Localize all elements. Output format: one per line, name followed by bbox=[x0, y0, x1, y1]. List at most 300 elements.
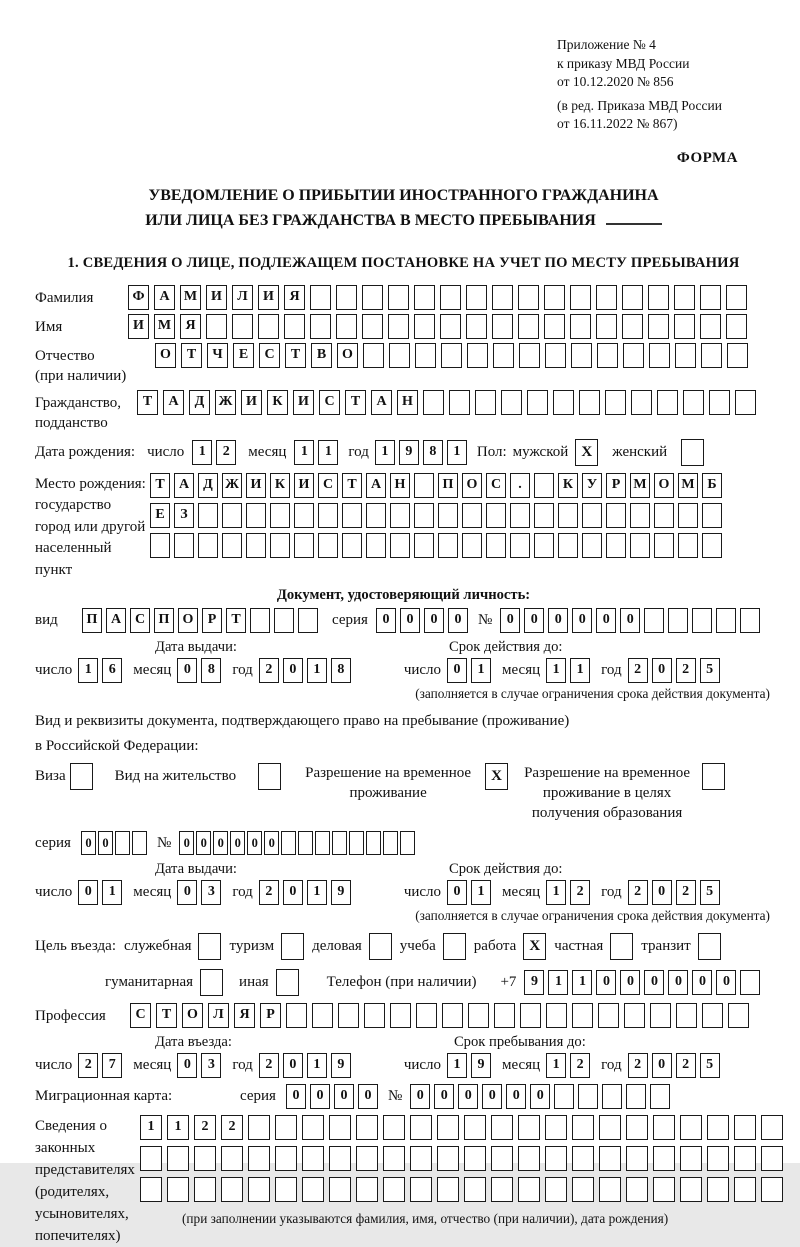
char-cell[interactable] bbox=[440, 314, 461, 339]
char-cell[interactable]: 5 bbox=[700, 1053, 720, 1078]
purpose-humanitarian-checkbox[interactable] bbox=[200, 969, 223, 996]
char-cell[interactable] bbox=[414, 533, 434, 558]
sex-male-checkbox[interactable]: X bbox=[575, 439, 598, 466]
char-cell[interactable] bbox=[707, 1115, 729, 1140]
char-cell[interactable] bbox=[582, 533, 602, 558]
char-cell[interactable] bbox=[761, 1146, 783, 1171]
char-cell[interactable]: Д bbox=[189, 390, 210, 415]
char-cell[interactable] bbox=[410, 1146, 432, 1171]
char-cell[interactable] bbox=[654, 533, 674, 558]
char-cell[interactable]: 2 bbox=[259, 658, 279, 683]
char-cell[interactable] bbox=[342, 503, 362, 528]
char-cell[interactable]: А bbox=[371, 390, 392, 415]
char-cell[interactable] bbox=[544, 314, 565, 339]
char-cell[interactable] bbox=[275, 1177, 297, 1202]
char-cell[interactable] bbox=[545, 1146, 567, 1171]
char-cell[interactable]: Т bbox=[226, 608, 246, 633]
char-cell[interactable]: 0 bbox=[644, 970, 664, 995]
char-cell[interactable]: 0 bbox=[334, 1084, 354, 1109]
char-cell[interactable] bbox=[493, 343, 514, 368]
char-cell[interactable]: Н bbox=[390, 473, 410, 498]
char-cell[interactable] bbox=[356, 1146, 378, 1171]
char-cell[interactable]: 0 bbox=[434, 1084, 454, 1109]
char-cell[interactable]: 0 bbox=[447, 880, 467, 905]
char-cell[interactable]: 1 bbox=[546, 880, 566, 905]
char-cell[interactable] bbox=[390, 1003, 411, 1028]
char-cell[interactable] bbox=[294, 533, 314, 558]
char-cell[interactable]: 9 bbox=[331, 880, 351, 905]
char-cell[interactable] bbox=[414, 285, 435, 310]
char-cell[interactable] bbox=[362, 285, 383, 310]
char-cell[interactable] bbox=[491, 1115, 513, 1140]
char-cell[interactable]: 1 bbox=[572, 970, 592, 995]
char-cell[interactable]: О bbox=[462, 473, 482, 498]
char-cell[interactable]: И bbox=[294, 473, 314, 498]
char-cell[interactable]: И bbox=[246, 473, 266, 498]
char-cell[interactable] bbox=[726, 285, 747, 310]
char-cell[interactable]: 0 bbox=[506, 1084, 526, 1109]
char-cell[interactable]: 9 bbox=[399, 440, 419, 465]
char-cell[interactable]: 0 bbox=[358, 1084, 378, 1109]
char-cell[interactable] bbox=[363, 343, 384, 368]
purpose-transit-checkbox[interactable] bbox=[698, 933, 721, 960]
char-cell[interactable]: О bbox=[337, 343, 358, 368]
char-cell[interactable] bbox=[675, 343, 696, 368]
char-cell[interactable] bbox=[553, 390, 574, 415]
char-cell[interactable] bbox=[349, 831, 364, 855]
char-cell[interactable] bbox=[414, 473, 434, 498]
char-cell[interactable]: С bbox=[319, 390, 340, 415]
char-cell[interactable] bbox=[302, 1146, 324, 1171]
char-cell[interactable]: 0 bbox=[177, 658, 197, 683]
char-cell[interactable] bbox=[390, 533, 410, 558]
char-cell[interactable]: 0 bbox=[283, 880, 303, 905]
char-cell[interactable] bbox=[716, 608, 736, 633]
char-cell[interactable]: Ж bbox=[215, 390, 236, 415]
char-cell[interactable]: Ж bbox=[222, 473, 242, 498]
char-cell[interactable]: Д bbox=[198, 473, 218, 498]
char-cell[interactable] bbox=[414, 314, 435, 339]
char-cell[interactable] bbox=[578, 1084, 598, 1109]
char-cell[interactable] bbox=[389, 343, 410, 368]
visa-checkbox[interactable] bbox=[70, 763, 93, 790]
char-cell[interactable] bbox=[572, 1115, 594, 1140]
char-cell[interactable] bbox=[364, 1003, 385, 1028]
char-cell[interactable]: 0 bbox=[78, 880, 98, 905]
char-cell[interactable] bbox=[622, 285, 643, 310]
char-cell[interactable]: М bbox=[678, 473, 698, 498]
char-cell[interactable] bbox=[680, 1115, 702, 1140]
char-cell[interactable] bbox=[709, 390, 730, 415]
char-cell[interactable] bbox=[631, 390, 652, 415]
char-cell[interactable] bbox=[534, 503, 554, 528]
char-cell[interactable] bbox=[468, 1003, 489, 1028]
char-cell[interactable] bbox=[302, 1177, 324, 1202]
purpose-tourism-checkbox[interactable] bbox=[281, 933, 304, 960]
char-cell[interactable] bbox=[558, 533, 578, 558]
char-cell[interactable] bbox=[546, 1003, 567, 1028]
residence-permit-checkbox[interactable] bbox=[258, 763, 281, 790]
char-cell[interactable] bbox=[194, 1177, 216, 1202]
char-cell[interactable]: П bbox=[154, 608, 174, 633]
char-cell[interactable] bbox=[410, 1115, 432, 1140]
char-cell[interactable] bbox=[198, 533, 218, 558]
char-cell[interactable]: 0 bbox=[376, 608, 396, 633]
char-cell[interactable]: Т bbox=[150, 473, 170, 498]
char-cell[interactable] bbox=[572, 1003, 593, 1028]
char-cell[interactable] bbox=[232, 314, 253, 339]
char-cell[interactable]: И bbox=[128, 314, 149, 339]
char-cell[interactable] bbox=[438, 503, 458, 528]
char-cell[interactable]: 2 bbox=[259, 880, 279, 905]
char-cell[interactable]: П bbox=[438, 473, 458, 498]
char-cell[interactable] bbox=[248, 1146, 270, 1171]
char-cell[interactable] bbox=[680, 1177, 702, 1202]
char-cell[interactable] bbox=[441, 343, 462, 368]
char-cell[interactable] bbox=[318, 503, 338, 528]
char-cell[interactable] bbox=[518, 1115, 540, 1140]
char-cell[interactable] bbox=[410, 1177, 432, 1202]
char-cell[interactable] bbox=[275, 1146, 297, 1171]
char-cell[interactable]: Б bbox=[702, 473, 722, 498]
char-cell[interactable] bbox=[599, 1177, 621, 1202]
char-cell[interactable] bbox=[626, 1115, 648, 1140]
char-cell[interactable] bbox=[383, 1177, 405, 1202]
char-cell[interactable]: 8 bbox=[423, 440, 443, 465]
char-cell[interactable] bbox=[466, 285, 487, 310]
char-cell[interactable] bbox=[310, 314, 331, 339]
char-cell[interactable]: З bbox=[174, 503, 194, 528]
char-cell[interactable]: А bbox=[174, 473, 194, 498]
char-cell[interactable] bbox=[653, 1146, 675, 1171]
char-cell[interactable]: А bbox=[154, 285, 175, 310]
char-cell[interactable] bbox=[491, 1146, 513, 1171]
char-cell[interactable]: 0 bbox=[213, 831, 228, 855]
char-cell[interactable] bbox=[702, 1003, 723, 1028]
char-cell[interactable] bbox=[332, 831, 347, 855]
char-cell[interactable] bbox=[132, 831, 147, 855]
char-cell[interactable]: К bbox=[558, 473, 578, 498]
char-cell[interactable]: 3 bbox=[201, 880, 221, 905]
char-cell[interactable]: 2 bbox=[216, 440, 236, 465]
char-cell[interactable] bbox=[464, 1177, 486, 1202]
char-cell[interactable] bbox=[492, 314, 513, 339]
char-cell[interactable] bbox=[624, 1003, 645, 1028]
char-cell[interactable] bbox=[648, 314, 669, 339]
char-cell[interactable]: И bbox=[206, 285, 227, 310]
char-cell[interactable]: 3 bbox=[201, 1053, 221, 1078]
char-cell[interactable]: Р bbox=[606, 473, 626, 498]
char-cell[interactable]: А bbox=[366, 473, 386, 498]
char-cell[interactable]: У bbox=[582, 473, 602, 498]
purpose-study-checkbox[interactable] bbox=[443, 933, 466, 960]
char-cell[interactable]: 0 bbox=[692, 970, 712, 995]
char-cell[interactable] bbox=[622, 314, 643, 339]
char-cell[interactable] bbox=[222, 503, 242, 528]
char-cell[interactable] bbox=[554, 1084, 574, 1109]
char-cell[interactable] bbox=[298, 831, 313, 855]
char-cell[interactable] bbox=[437, 1146, 459, 1171]
char-cell[interactable] bbox=[599, 1115, 621, 1140]
char-cell[interactable]: 0 bbox=[447, 658, 467, 683]
char-cell[interactable] bbox=[315, 831, 330, 855]
char-cell[interactable] bbox=[206, 314, 227, 339]
char-cell[interactable] bbox=[657, 390, 678, 415]
char-cell[interactable]: 0 bbox=[177, 880, 197, 905]
char-cell[interactable] bbox=[598, 1003, 619, 1028]
char-cell[interactable] bbox=[678, 533, 698, 558]
char-cell[interactable] bbox=[518, 1146, 540, 1171]
char-cell[interactable] bbox=[462, 503, 482, 528]
char-cell[interactable] bbox=[674, 314, 695, 339]
char-cell[interactable]: Т bbox=[181, 343, 202, 368]
char-cell[interactable] bbox=[312, 1003, 333, 1028]
char-cell[interactable] bbox=[383, 1115, 405, 1140]
char-cell[interactable] bbox=[572, 1177, 594, 1202]
char-cell[interactable] bbox=[423, 390, 444, 415]
char-cell[interactable]: 2 bbox=[676, 658, 696, 683]
char-cell[interactable] bbox=[572, 1146, 594, 1171]
char-cell[interactable]: 1 bbox=[167, 1115, 189, 1140]
char-cell[interactable] bbox=[734, 1177, 756, 1202]
char-cell[interactable] bbox=[649, 343, 670, 368]
char-cell[interactable] bbox=[294, 503, 314, 528]
char-cell[interactable]: Л bbox=[208, 1003, 229, 1028]
char-cell[interactable]: 2 bbox=[78, 1053, 98, 1078]
char-cell[interactable]: 1 bbox=[546, 658, 566, 683]
char-cell[interactable] bbox=[606, 533, 626, 558]
char-cell[interactable]: 9 bbox=[471, 1053, 491, 1078]
char-cell[interactable]: И bbox=[241, 390, 262, 415]
char-cell[interactable]: 2 bbox=[628, 658, 648, 683]
char-cell[interactable]: А bbox=[163, 390, 184, 415]
char-cell[interactable]: О bbox=[178, 608, 198, 633]
char-cell[interactable] bbox=[761, 1115, 783, 1140]
char-cell[interactable] bbox=[329, 1177, 351, 1202]
char-cell[interactable]: 0 bbox=[424, 608, 444, 633]
char-cell[interactable]: 5 bbox=[700, 658, 720, 683]
char-cell[interactable] bbox=[700, 285, 721, 310]
char-cell[interactable]: К bbox=[267, 390, 288, 415]
char-cell[interactable] bbox=[702, 503, 722, 528]
char-cell[interactable] bbox=[545, 343, 566, 368]
char-cell[interactable]: 2 bbox=[259, 1053, 279, 1078]
char-cell[interactable]: 8 bbox=[201, 658, 221, 683]
char-cell[interactable] bbox=[728, 1003, 749, 1028]
char-cell[interactable] bbox=[362, 314, 383, 339]
char-cell[interactable] bbox=[545, 1177, 567, 1202]
char-cell[interactable] bbox=[140, 1146, 162, 1171]
char-cell[interactable]: 0 bbox=[620, 970, 640, 995]
char-cell[interactable] bbox=[579, 390, 600, 415]
char-cell[interactable]: 1 bbox=[307, 880, 327, 905]
char-cell[interactable] bbox=[630, 503, 650, 528]
char-cell[interactable]: Я bbox=[180, 314, 201, 339]
char-cell[interactable] bbox=[740, 970, 760, 995]
char-cell[interactable]: 0 bbox=[247, 831, 262, 855]
char-cell[interactable] bbox=[518, 314, 539, 339]
char-cell[interactable]: 1 bbox=[102, 880, 122, 905]
char-cell[interactable] bbox=[626, 1146, 648, 1171]
char-cell[interactable]: 1 bbox=[471, 658, 491, 683]
char-cell[interactable]: Е bbox=[233, 343, 254, 368]
char-cell[interactable] bbox=[298, 608, 318, 633]
char-cell[interactable]: 1 bbox=[546, 1053, 566, 1078]
char-cell[interactable]: Ф bbox=[128, 285, 149, 310]
char-cell[interactable] bbox=[440, 285, 461, 310]
char-cell[interactable]: 0 bbox=[668, 970, 688, 995]
char-cell[interactable]: Т bbox=[342, 473, 362, 498]
char-cell[interactable]: 2 bbox=[628, 1053, 648, 1078]
char-cell[interactable]: 0 bbox=[283, 658, 303, 683]
char-cell[interactable] bbox=[510, 533, 530, 558]
char-cell[interactable]: О bbox=[654, 473, 674, 498]
char-cell[interactable] bbox=[626, 1177, 648, 1202]
char-cell[interactable]: 1 bbox=[375, 440, 395, 465]
char-cell[interactable] bbox=[416, 1003, 437, 1028]
char-cell[interactable] bbox=[518, 285, 539, 310]
char-cell[interactable] bbox=[702, 533, 722, 558]
char-cell[interactable] bbox=[366, 503, 386, 528]
char-cell[interactable]: 0 bbox=[81, 831, 96, 855]
char-cell[interactable] bbox=[388, 314, 409, 339]
char-cell[interactable] bbox=[140, 1177, 162, 1202]
char-cell[interactable]: 1 bbox=[471, 880, 491, 905]
char-cell[interactable] bbox=[520, 1003, 541, 1028]
char-cell[interactable] bbox=[329, 1146, 351, 1171]
char-cell[interactable]: Т bbox=[285, 343, 306, 368]
char-cell[interactable] bbox=[558, 503, 578, 528]
char-cell[interactable]: А bbox=[106, 608, 126, 633]
char-cell[interactable] bbox=[336, 314, 357, 339]
char-cell[interactable]: 0 bbox=[548, 608, 568, 633]
char-cell[interactable]: 9 bbox=[331, 1053, 351, 1078]
char-cell[interactable]: 0 bbox=[458, 1084, 478, 1109]
char-cell[interactable]: 1 bbox=[318, 440, 338, 465]
char-cell[interactable]: 7 bbox=[102, 1053, 122, 1078]
char-cell[interactable] bbox=[486, 503, 506, 528]
char-cell[interactable] bbox=[734, 1146, 756, 1171]
char-cell[interactable] bbox=[727, 343, 748, 368]
char-cell[interactable] bbox=[545, 1115, 567, 1140]
char-cell[interactable] bbox=[248, 1177, 270, 1202]
char-cell[interactable]: С bbox=[130, 608, 150, 633]
char-cell[interactable]: 0 bbox=[716, 970, 736, 995]
char-cell[interactable] bbox=[221, 1177, 243, 1202]
purpose-private-checkbox[interactable] bbox=[610, 933, 633, 960]
char-cell[interactable] bbox=[198, 503, 218, 528]
temp-permit-checkbox[interactable]: X bbox=[485, 763, 508, 790]
char-cell[interactable]: К bbox=[270, 473, 290, 498]
char-cell[interactable] bbox=[462, 533, 482, 558]
char-cell[interactable] bbox=[437, 1177, 459, 1202]
char-cell[interactable]: Л bbox=[232, 285, 253, 310]
char-cell[interactable] bbox=[674, 285, 695, 310]
char-cell[interactable] bbox=[527, 390, 548, 415]
char-cell[interactable] bbox=[597, 343, 618, 368]
char-cell[interactable] bbox=[570, 285, 591, 310]
purpose-business-checkbox[interactable] bbox=[369, 933, 392, 960]
char-cell[interactable] bbox=[648, 285, 669, 310]
char-cell[interactable] bbox=[250, 608, 270, 633]
char-cell[interactable]: М bbox=[630, 473, 650, 498]
char-cell[interactable]: 1 bbox=[307, 1053, 327, 1078]
char-cell[interactable] bbox=[602, 1084, 622, 1109]
purpose-official-checkbox[interactable] bbox=[198, 933, 221, 960]
char-cell[interactable] bbox=[510, 503, 530, 528]
char-cell[interactable] bbox=[734, 1115, 756, 1140]
char-cell[interactable] bbox=[274, 608, 294, 633]
char-cell[interactable] bbox=[571, 343, 592, 368]
char-cell[interactable] bbox=[246, 533, 266, 558]
char-cell[interactable] bbox=[761, 1177, 783, 1202]
char-cell[interactable] bbox=[414, 503, 434, 528]
char-cell[interactable] bbox=[726, 314, 747, 339]
char-cell[interactable] bbox=[415, 343, 436, 368]
char-cell[interactable]: 0 bbox=[98, 831, 113, 855]
char-cell[interactable]: 0 bbox=[230, 831, 245, 855]
char-cell[interactable] bbox=[475, 390, 496, 415]
char-cell[interactable]: 8 bbox=[331, 658, 351, 683]
char-cell[interactable] bbox=[281, 831, 296, 855]
char-cell[interactable]: 2 bbox=[221, 1115, 243, 1140]
char-cell[interactable] bbox=[150, 533, 170, 558]
char-cell[interactable] bbox=[258, 314, 279, 339]
char-cell[interactable]: 0 bbox=[410, 1084, 430, 1109]
char-cell[interactable]: 1 bbox=[307, 658, 327, 683]
char-cell[interactable]: 1 bbox=[548, 970, 568, 995]
char-cell[interactable]: Е bbox=[150, 503, 170, 528]
char-cell[interactable] bbox=[582, 503, 602, 528]
char-cell[interactable] bbox=[466, 314, 487, 339]
char-cell[interactable] bbox=[115, 831, 130, 855]
char-cell[interactable] bbox=[494, 1003, 515, 1028]
char-cell[interactable]: 1 bbox=[570, 658, 590, 683]
char-cell[interactable]: 0 bbox=[482, 1084, 502, 1109]
char-cell[interactable] bbox=[683, 390, 704, 415]
edu-permit-checkbox[interactable] bbox=[702, 763, 725, 790]
char-cell[interactable] bbox=[678, 503, 698, 528]
char-cell[interactable] bbox=[701, 343, 722, 368]
char-cell[interactable]: 0 bbox=[620, 608, 640, 633]
char-cell[interactable]: 0 bbox=[448, 608, 468, 633]
char-cell[interactable] bbox=[692, 608, 712, 633]
char-cell[interactable] bbox=[248, 1115, 270, 1140]
char-cell[interactable]: Я bbox=[284, 285, 305, 310]
char-cell[interactable] bbox=[310, 285, 331, 310]
char-cell[interactable]: 0 bbox=[179, 831, 194, 855]
char-cell[interactable] bbox=[707, 1146, 729, 1171]
char-cell[interactable] bbox=[336, 285, 357, 310]
char-cell[interactable] bbox=[623, 343, 644, 368]
char-cell[interactable]: 6 bbox=[102, 658, 122, 683]
char-cell[interactable]: О bbox=[182, 1003, 203, 1028]
char-cell[interactable] bbox=[596, 314, 617, 339]
char-cell[interactable] bbox=[270, 503, 290, 528]
char-cell[interactable]: И bbox=[258, 285, 279, 310]
char-cell[interactable] bbox=[735, 390, 756, 415]
char-cell[interactable]: 1 bbox=[192, 440, 212, 465]
char-cell[interactable]: 1 bbox=[447, 1053, 467, 1078]
char-cell[interactable] bbox=[286, 1003, 307, 1028]
char-cell[interactable] bbox=[167, 1146, 189, 1171]
char-cell[interactable] bbox=[700, 314, 721, 339]
char-cell[interactable] bbox=[464, 1146, 486, 1171]
char-cell[interactable]: И bbox=[293, 390, 314, 415]
char-cell[interactable] bbox=[390, 503, 410, 528]
char-cell[interactable]: 1 bbox=[447, 440, 467, 465]
char-cell[interactable]: . bbox=[510, 473, 530, 498]
